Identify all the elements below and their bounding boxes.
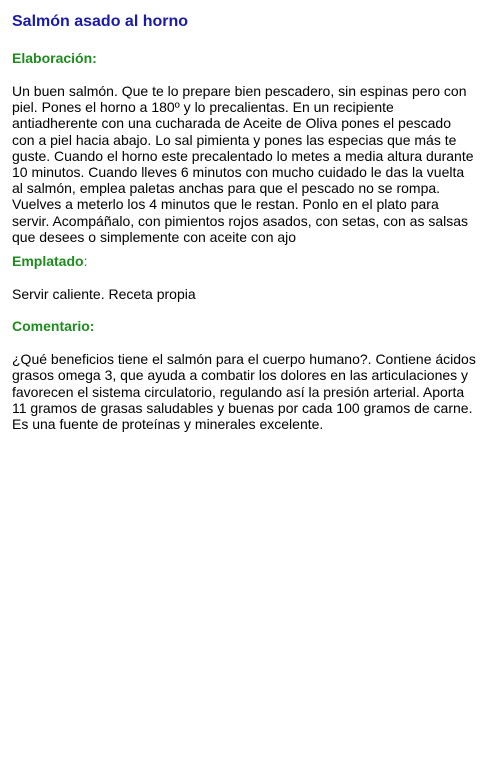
- page-title: Salmón asado al horno: [12, 13, 189, 30]
- section-heading-emplatado-colon: :: [83, 253, 88, 270]
- section-heading-elaboracion-label: Elaboración: [12, 50, 93, 66]
- section-heading-elaboracion: [12, 48, 477, 68]
- section-heading-emplatado-label: Emplatado: [12, 253, 84, 270]
- section-text-comentario: ¿Qué beneficios tiene el salmón para el cuerpo humano?. Contiene ácidos grasos omega 3, que ayuda a combatir los dolores en las articulaciones y favorecen el sistema circulatorio, regulando así la presión arterial. Aporta 11 gramos de grasas saludables y buenas por cada 100 gramos de carne. Es una fuente de proteínas y minerales excelente.: [12, 351, 476, 433]
- section-heading-comentario: [12, 316, 477, 336]
- section-text-elaboracion: Un buen salmón. Que te lo prepare bien pescadero, sin espinas pero con piel. Pones el horno a 180º y lo precalientas. En un recipiente antiadherente con una cucharada de Aceite de Oliva pones el pescado con a piel hacia abajo. Lo sal pimienta y pones las especias que más te guste. Cuando el horno este precalentado lo metes a media altura durante 10 minutos. Cuando lleves 6 minutos con mucho cuidado le das la vuelta al salmón, emplea paletas anchas para que el pescado no se rompa. Vuelves a meterlo los 4 minutos que le restan. Ponlo en el plato para servir. Acompáñalo, con pimientos rojos asados, con setas, con as salsas que desees o simplemente con aceite con ajo: [12, 83, 474, 245]
- section-heading-comentario-label: Comentario: [12, 318, 90, 335]
- section-text-emplatado: Servir caliente. Receta propia: [12, 286, 196, 303]
- section-heading-emplatado: [12, 251, 477, 271]
- section-heading-elaboracion-colon: :: [92, 50, 97, 66]
- section-heading-comentario-colon: :: [89, 318, 95, 335]
